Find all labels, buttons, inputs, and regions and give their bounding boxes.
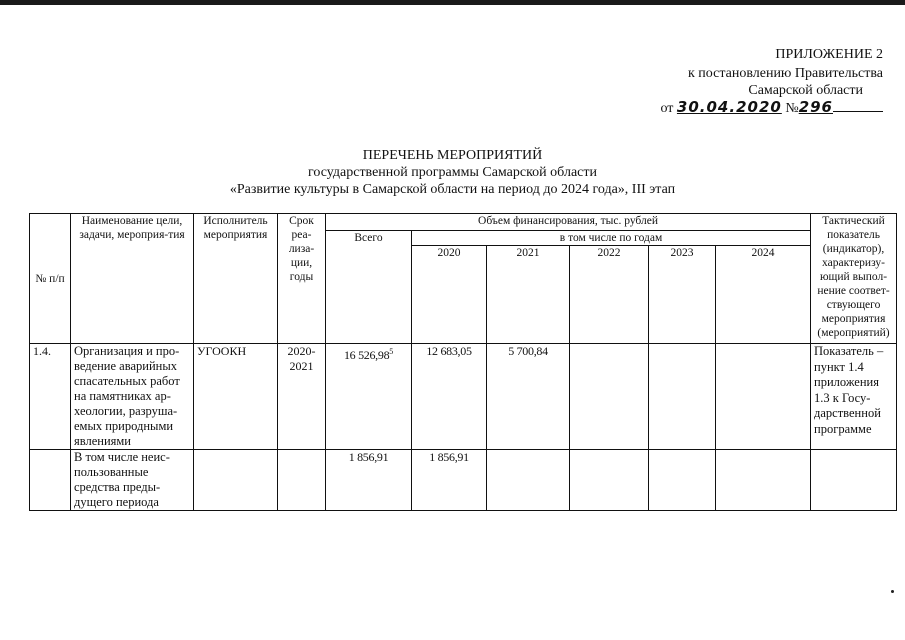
row-executor bbox=[194, 450, 278, 511]
row-term bbox=[278, 450, 326, 511]
header-year-2022: 2022 bbox=[570, 246, 649, 344]
row-term: 2020-2021 bbox=[278, 344, 326, 450]
header-funding: Объем финансирования, тыс. рублей bbox=[326, 214, 811, 231]
row-total bbox=[326, 344, 412, 450]
number-underline bbox=[833, 111, 883, 112]
handwritten-number: 296 bbox=[798, 98, 833, 116]
row-2024 bbox=[716, 344, 811, 450]
row-total-footnote: 5 bbox=[389, 347, 393, 356]
row-2020: 12 683,05 bbox=[412, 344, 487, 450]
appendix-region-line: Самарской области bbox=[748, 83, 863, 98]
header-by-years: в том числе по годам bbox=[412, 231, 811, 246]
row-total-value: 16 526,98 bbox=[343, 348, 390, 362]
title-line-3: «Развитие культуры в Самарской области на период до 2024 года», III этап bbox=[229, 182, 676, 197]
header-year-2024: 2024 bbox=[716, 246, 811, 344]
row-num bbox=[30, 450, 71, 511]
row-executor: УГООКН bbox=[194, 344, 278, 450]
header-year-2023: 2023 bbox=[649, 246, 716, 344]
header-year-2020: 2020 bbox=[412, 246, 487, 344]
row-2021: 5 700,84 bbox=[487, 344, 570, 450]
number-label: № bbox=[785, 101, 799, 116]
title-line-1: ПЕРЕЧЕНЬ МЕРОПРИЯТИЙ bbox=[362, 148, 543, 163]
appendix-decree-line: к постановлению Правительства bbox=[687, 66, 883, 81]
row-total: 1 856,91 bbox=[326, 450, 412, 511]
scan-speck bbox=[891, 590, 894, 593]
table-row bbox=[30, 344, 897, 450]
header-num: № п/п bbox=[30, 214, 71, 344]
row-2020: 1 856,91 bbox=[412, 450, 487, 511]
row-2022 bbox=[570, 450, 649, 511]
header-term: Срок реа-лиза-ции, годы bbox=[278, 214, 326, 344]
header-total: Всего bbox=[326, 231, 412, 344]
header-executor: Исполнитель мероприятия bbox=[194, 214, 278, 344]
appendix-title: ПРИЛОЖЕНИЕ 2 bbox=[775, 47, 883, 62]
measures-table bbox=[29, 213, 897, 511]
handwritten-date: 30.04.2020 bbox=[676, 98, 782, 116]
row-2021 bbox=[487, 450, 570, 511]
row-2022 bbox=[570, 344, 649, 450]
row-2023 bbox=[649, 450, 716, 511]
document-title bbox=[0, 147, 905, 198]
header-year-2021: 2021 bbox=[487, 246, 570, 344]
row-2024 bbox=[716, 450, 811, 511]
header-indicator: Тактический показатель (индикатор), характеризу-ющий выпол-нение соответ-ствующего мероприятия (мероприятий) bbox=[811, 214, 897, 344]
date-prefix: от bbox=[660, 101, 674, 116]
table-row bbox=[30, 450, 897, 511]
row-indicator bbox=[811, 450, 897, 511]
title-line-2: государственной программы Самарской области bbox=[308, 165, 597, 180]
row-2023 bbox=[649, 344, 716, 450]
row-indicator: Показатель – пункт 1.4 приложения 1.3 к Госу-дарственной программе bbox=[811, 344, 897, 450]
appendix-block bbox=[660, 46, 883, 117]
appendix-date-line bbox=[660, 99, 883, 117]
row-name: В том числе неис-пользованные средства преды-дущего периода bbox=[71, 450, 194, 511]
row-name: Организация и про-ведение аварийных спасательных работ на памятниках ар-хеологии, разруша-емых природными явлениями bbox=[71, 344, 194, 450]
row-num: 1.4. bbox=[30, 344, 71, 450]
scan-top-border bbox=[0, 0, 905, 5]
header-name: Наименование цели, задачи, мероприя-тия bbox=[71, 214, 194, 344]
